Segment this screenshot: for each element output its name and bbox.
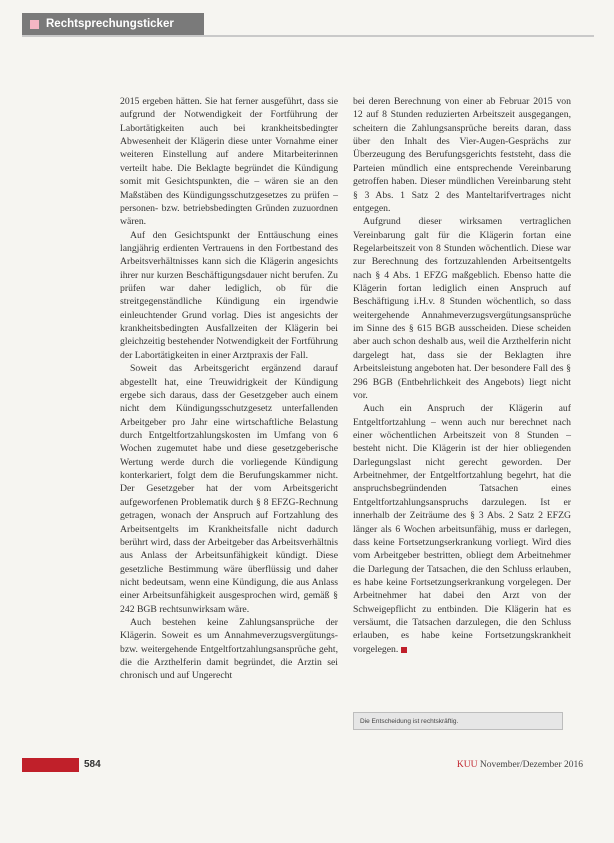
magazine-name: KUU xyxy=(456,760,478,770)
paragraph-text: Auch ein Anspruch der Klägerin auf Entgeltfortzahlung – wenn auch nur berechnet nach einer wöchentlichen Arbeitszeit von 8 Stunden – besteht nicht. Die Klägerin ist der hier obliegenden Darlegungslast nicht gerecht geworden. Der Arbeitnehmer, der Entgeltfortzahlung begehrt, hat die anspruchsbegründenden Tatsachen eines Entgeltfortzahlungsanspruchs darzulegen. Ist er innerhalb der Zeiträume des § 3 Abs. 2 Satz 2 EFZG länger als 6 Wochen arbeitsunfähig, muss er darlegen, dass keine Fortsetzungserkrankung vorliegt. Wird dies vom Arbeitgeber bestritten, obliegt dem Arbeitnehmer die Darlegung der Tatsachen, die den Schluss erlauben, es habe keine Fortsetzungserkrankung vorgelegen. Der Arbeitnehmer hat dabei den Arzt von der Schweigepflicht zu entbinden. Die Klägerin hat es versäumt, die Tatsachen darzulegen, die den Schluss erlauben, es habe keine Fortsetzungskrankheit vorgelegen. xyxy=(353,403,571,655)
paragraph: Aufgrund dieser wirksamen vertraglichen Vereinbarung galt für die Klägerin fortan eine Regelarbeitszeit von 8 Stunden wöchentlich. Diese war zur Berechnung des fortzuzahlenden Arbeitsentgelts nach § 4 Abs. 1 EFZG maßgeblich. Ebenso hatte die Klägerin fortan lediglich einen Anspruch auf Beschäftigung i.H.v. 8 Stunden wöchentlich, so dass weitergehende Annahmeverzugsvergütungsansprüche im Sinne des § 615 BGB ausscheiden. Diese scheiden aber auch schon deshalb aus, weil die Arzthelferin nicht dargelegt hat, dass sie der Beklagten ihre Arbeitsleistung angeboten hat. Der besondere Fall des § 296 BGB (Entbehrlichkeit des Angebots) liegt nicht vor. xyxy=(353,216,571,401)
paragraph: Soweit das Arbeitsgericht ergänzend darauf abgestellt hat, eine Treuwidrigkeit der Kündigung ergebe sich daraus, dass der Gesetzgeber auch einem nicht dem Kündigungsschutzgesetz unterfallenden Arbeitgeber pro Jahr eine wirtschaftliche Belastung durch Entgeltfortzahlungskosten im Umfang von 6 Wochen zugemutet habe und diese gesetzgeberische Wertung werde durch die vorliegende Kündigung konterkariert, folgt dem die Berufungskammer nicht. Der Gesetzgeber hat der vom Arbeitsgericht aufgeworfenen Problematik durch § 8 EFZG-Rechnung getragen, wonach der Anspruch auf Fortzahlung des Arbeitsentgelts im Krankheitsfalle nicht dadurch berührt wird, dass der Arbeitgeber das Arbeitsverhältnis aus Anlass der Arbeitsunfähigkeit kündigt. Diese gesetzliche Bestimmung wäre überflüssig und daher nicht bedeutsam, wenn eine Kündigung, die aus Anlass einer Arbeitsunfähigkeit ausgesprochen wird, gemäß § 242 BGB rechtsunwirksam wäre. xyxy=(120,363,338,615)
paragraph: Auch bestehen keine Zahlungsansprüche der Klägerin. Soweit es um Annahmeverzugsvergütungs- bzw. weitergehende Entgeltfortzahlungsansprüche geht, die die Arzthelferin damit begründet, die Arztin sei chronisch und auf Ungerecht xyxy=(120,617,338,682)
end-mark-icon xyxy=(401,647,407,653)
paragraph: Auf den Gesichtspunkt der Enttäuschung eines langjährig erdienten Vertrauens in den Fortbestand des Arbeitsverhältnisses kann sich die Klägerin angesichts ihrer nur kurzen Beschäftigungsdauer nicht berufen. Zu prüfen war daher lediglich, ob für die streitgegenständliche Kündigung ein irgendwie einleuchtender Grund vorlag. Dies ist angesichts der krankheitsbedingten Ausfallzeiten der Klägerin bei gleichzeitig bestehender Notwendigkeit der Fortführung der Labortätigkeiten in einer Arztpraxis der Fall. xyxy=(120,229,338,361)
right-column xyxy=(353,95,571,656)
paragraph: 2015 ergeben hätten. Sie hat ferner ausgeführt, dass sie aufgrund der Notwendigkeit der Fortführung der Labortätigkeiten auch bei krankheitsbedingter Abwesenheit der Klägerin diese unter Vornahme einer weiteren Einstellung auf andere Mitarbeiterinnen verteilt habe. Die Beklagte begründet die Kündigung somit mit Gesichtspunkten, die – wären sie an den Maßstäben des Kündigungsschutzgesetzes zu prüfen – personen- bzw. betriebsbedingten Gründen zuzuordnen wären. xyxy=(120,96,338,228)
footer-issue xyxy=(457,758,583,772)
paragraph-last xyxy=(353,402,571,656)
page-number: 584 xyxy=(84,759,101,770)
page-bar xyxy=(22,758,79,772)
section-title: Rechtsprechungsticker xyxy=(46,18,174,30)
section-marker-icon xyxy=(30,20,39,29)
issue-date: November/Dezember 2016 xyxy=(479,760,583,770)
paragraph: bei deren Berechnung von einer ab Februar 2015 von 12 auf 8 Stunden reduzierten Arbeitszeit ausgegangen, scheitern die Zahlungsansprüche bereits daran, dass über den Inhalt des Vier-Augen-Gesprächs zur Überzeugung des Berufungsgerichts feststeht, dass die Parteien mündlich eine entsprechende Vereinbarung getroffen haben. Dieser mündlichen Vereinbarung steht § 3 Abs. 1 Satz 2 des Manteltarifvertrages nicht entgegen. xyxy=(353,96,571,214)
header-rule xyxy=(22,35,594,37)
section-header xyxy=(22,13,204,35)
ruling-note: Die Entscheidung ist rechtskräftig. xyxy=(360,717,459,725)
left-column xyxy=(120,95,338,683)
ruling-note-box xyxy=(353,712,563,730)
